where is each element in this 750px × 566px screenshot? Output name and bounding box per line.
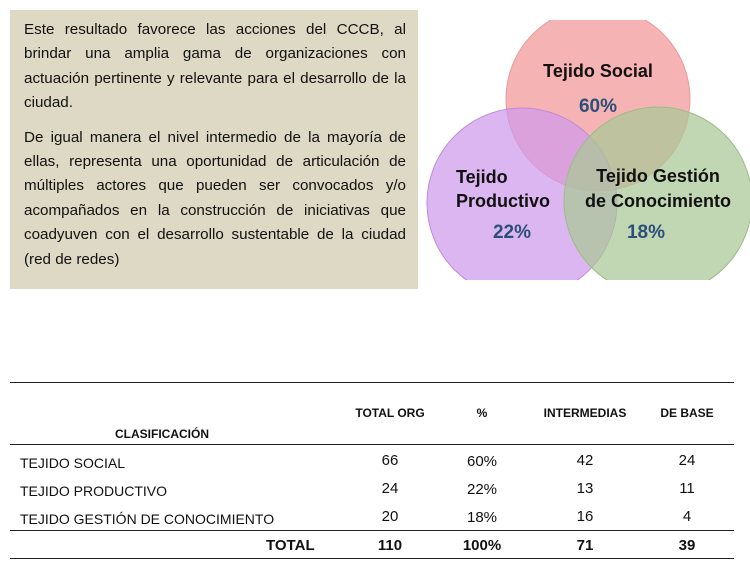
row-de-base: 24 [678, 452, 696, 469]
venn-percent-tejido-productivo: 22% [492, 222, 532, 243]
row-intermedias: 42 [576, 452, 594, 469]
summary-paragraph-2: De igual manera el nivel intermedio de la mayoría de ellas, representa una oportunidad de articulación de múltiples actores que pueden ser convocados y/o acompañados en la construcción de iniciativas que coadyuven con el desarrollo sustentable de la ciudad (red de redes) [24, 128, 406, 268]
row-intermedias: 13 [576, 480, 594, 497]
row-name: TEJIDO PRODUCTIVO [20, 483, 168, 499]
venn-label-tejido-gestion-2: de Conocimiento [584, 191, 732, 211]
row-percent: 60% [466, 453, 498, 470]
venn-label-tejido-productivo-1: Tejido [456, 167, 508, 187]
row-name: TEJIDO GESTIÓN DE CONOCIMIENTO [20, 511, 275, 527]
header-intermedias: INTERMEDIAS [543, 406, 627, 420]
total-intermedias: 71 [576, 537, 594, 554]
total-label: TOTAL [266, 537, 315, 554]
table-bottom-border [10, 558, 734, 559]
venn-percent-tejido-gestion: 18% [626, 222, 666, 243]
header-total-org: TOTAL ORG [355, 406, 425, 420]
total-percent: 100% [462, 537, 502, 554]
summary-paragraph-1: Este resultado favorece las acciones del CCCB, al brindar una amplia gama de organizaciones con actuación pertinente y relevante para el desarrollo de la ciudad. [24, 21, 406, 112]
total-de-base: 39 [678, 537, 696, 554]
row-name: TEJIDO SOCIAL [20, 455, 126, 471]
table-total-border [10, 530, 734, 531]
venn-percent-tejido-social: 60% [578, 96, 618, 117]
table-header-border [10, 444, 734, 445]
venn-label-tejido-social: Tejido Social [543, 61, 653, 81]
venn-label-tejido-gestion-1: Tejido Gestión [596, 166, 720, 186]
row-total-org: 20 [381, 508, 399, 525]
venn-diagram [420, 20, 750, 280]
row-percent: 18% [466, 509, 498, 526]
row-percent: 22% [466, 481, 498, 498]
header-de-base: DE BASE [660, 406, 714, 420]
row-de-base: 4 [682, 508, 692, 525]
header-clasificacion: CLASIFICACIÓN [115, 427, 209, 441]
row-de-base: 11 [679, 480, 695, 497]
venn-label-tejido-productivo-2: Productivo [456, 191, 551, 211]
table-top-border [10, 382, 734, 383]
row-total-org: 24 [381, 480, 399, 497]
total-org: 110 [377, 537, 403, 554]
header-percent: % [476, 406, 488, 420]
summary-text-panel [10, 10, 418, 289]
row-total-org: 66 [381, 452, 399, 469]
row-intermedias: 16 [576, 508, 594, 525]
